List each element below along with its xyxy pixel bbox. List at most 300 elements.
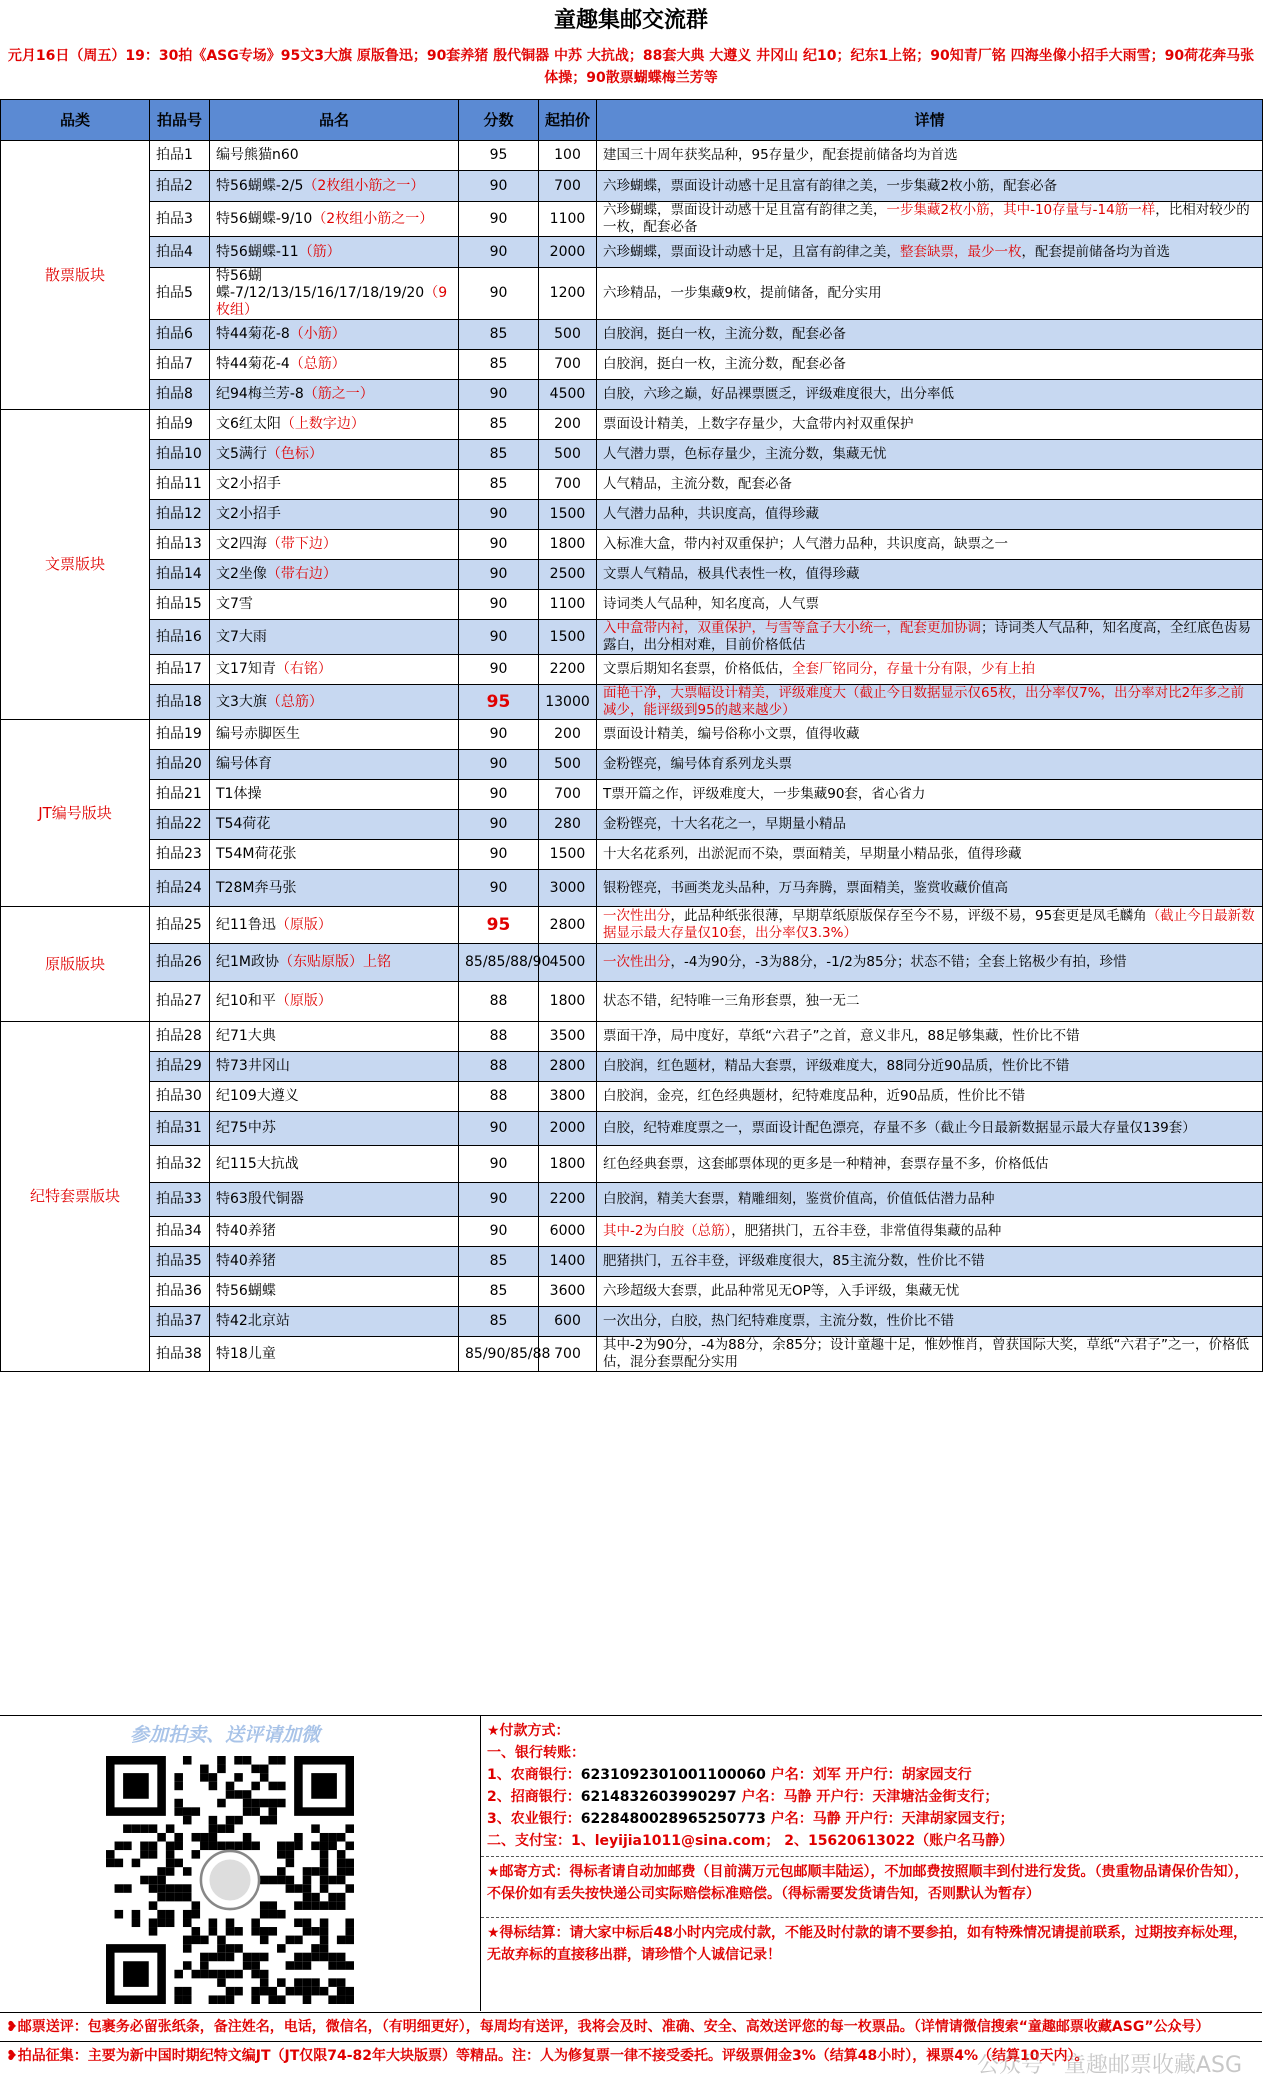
lot-name [210,500,459,530]
lot-price: 1200 [539,268,597,320]
lot-detail [597,1082,1263,1112]
detail-text: 肥猪拱门，五谷丰登，评级难度很大，85主流分数，性价比不错 [603,1253,985,1269]
lot-name-note: （原版） [275,993,332,1009]
table-row[interactable] [1,620,1263,655]
lot-name-text: T54荷花 [216,816,271,832]
detail-highlight: 一次性出分 [603,908,671,924]
alipay: 二、支付宝：1、leyijia1011@sina.com； 2、15620613022（账户名马静） [487,1833,1014,1849]
lot-name [210,1217,459,1247]
lot-number: 拍品1 [150,141,210,171]
lot-name-text: T54M荷花张 [216,846,297,862]
lot-score: 90 [459,1146,539,1183]
lot-name-text: 文17知青 [216,661,276,677]
lot-number: 拍品19 [150,720,210,750]
lot-number: 拍品6 [150,320,210,350]
lot-number: 拍品30 [150,1082,210,1112]
detail-text-after: ，比相对较少的一枚，配套必备 [603,202,1250,235]
lot-name [210,944,459,982]
lot-price: 4500 [539,944,597,982]
lot-detail [597,350,1263,380]
lot-score: 88 [459,1082,539,1112]
lot-detail [597,237,1263,268]
lot-name-note: （上数字边） [280,416,365,432]
lot-name [210,1112,459,1146]
table-row[interactable] [1,440,1263,470]
lot-number: 拍品29 [150,1052,210,1082]
lot-detail [597,470,1263,500]
lot-name [210,982,459,1022]
lot-score: 85/85/88/90 [459,944,539,982]
lot-number: 拍品38 [150,1337,210,1372]
lot-score: 90 [459,268,539,320]
lot-score: 90 [459,560,539,590]
detail-text: 票面设计精美，编号俗称小文票，值得收藏 [603,726,860,742]
lot-name-note: （筋之一） [303,386,374,402]
lot-name-note: （筋） [298,243,341,260]
lot-price: 2800 [539,907,597,944]
lot-name [210,470,459,500]
table-row[interactable] [1,810,1263,840]
lot-score: 90 [459,237,539,268]
lot-name [210,750,459,780]
table-row[interactable] [1,1082,1263,1112]
lot-detail [597,268,1263,320]
lot-detail [597,410,1263,440]
lot-name [210,320,459,350]
lot-detail [597,320,1263,350]
lot-name [210,685,459,720]
detail-text: 白胶润，精美大套票，精雕细刻，鉴赏价值高，价值低估潜力品种 [603,1191,995,1207]
lot-score: 90 [459,590,539,620]
detail-text-after: ，-4为90分，-3为88分，-1/2为85分；状态不错；全套上铭极少有拍，珍惜 [670,954,1127,970]
detail-highlight: 一次性出分 [603,954,671,970]
header-cell: 品名 [210,100,459,141]
lot-number: 拍品9 [150,410,210,440]
lot-name-text: 特73井冈山 [216,1058,290,1074]
detail-highlight: 全套厂铭同分，存量十分有限，少有上拍 [792,661,1035,677]
lot-score: 90 [459,380,539,410]
lot-name-text: 编号体育 [216,756,272,772]
lot-name-text: 文7大雨 [216,628,267,645]
detail-text: 文票后期知名套票，价格低估， [603,661,792,677]
lot-detail [597,500,1263,530]
payment-heading: ★付款方式： [487,1723,570,1739]
bank-2: 2、招商银行：6214832603990297 户名：马静 开户行：天津塘沽金街支行； [487,1789,999,1805]
table-row[interactable] [1,1337,1263,1372]
lot-score: 90 [459,810,539,840]
table-row[interactable] [1,470,1263,500]
lot-price: 1800 [539,1146,597,1183]
table-row[interactable] [1,1217,1263,1247]
lot-price: 700 [539,780,597,810]
lot-price: 1800 [539,530,597,560]
table-row[interactable] [1,380,1263,410]
detail-text: 金粉铿亮，编号体育系列龙头票 [603,756,792,772]
table-row[interactable] [1,1146,1263,1183]
lot-name-text: 文2小招手 [216,506,281,522]
table-row[interactable] [1,530,1263,560]
lot-score: 85 [459,410,539,440]
lot-number: 拍品27 [150,982,210,1022]
lot-price: 500 [539,440,597,470]
lot-number: 拍品17 [150,655,210,685]
lot-name-text: 编号熊猫n60 [216,147,299,163]
qr-section [0,1716,480,2011]
lot-price: 200 [539,410,597,440]
lot-name-text: 特56蝴蝶-2/5 [216,177,304,194]
lot-name-text: 纪109大遵义 [216,1088,299,1104]
lot-score: 90 [459,840,539,870]
lot-number: 拍品14 [150,560,210,590]
lot-name-text: 文6红太阳 [216,416,281,432]
lot-name-text: 文7雪 [216,596,253,612]
detail-text: 诗词类人气品种，知名度高，人气票 [603,596,819,612]
lot-name-note: （2枚组小筋之一） [312,210,434,227]
lot-name-text: 纪115大抗战 [216,1155,299,1172]
lot-name-text: 纪75中苏 [216,1120,276,1136]
lot-name [210,1146,459,1183]
lot-name [210,720,459,750]
lot-score: 85 [459,1277,539,1307]
detail-text: 十大名花系列，出淤泥而不染，票面精美，早期量小精品张，值得珍藏 [603,846,1022,862]
lot-name [210,1337,459,1372]
lot-name [210,780,459,810]
detail-text: 银粉铿亮，书画类龙头品种，万马奔腾，票面精美，鉴赏收藏价值高 [603,879,1008,896]
lot-score: 90 [459,720,539,750]
lot-score: 85 [459,350,539,380]
lot-name-text: T28M奔马张 [216,879,297,896]
table-row[interactable] [1,780,1263,810]
table-row[interactable] [1,1112,1263,1146]
table-row[interactable] [1,907,1263,944]
lot-name [210,350,459,380]
detail-text: 人气潜力品种，共识度高，值得珍藏 [603,506,819,522]
lot-price: 1100 [539,202,597,237]
collect-note: ❥拍品征集：主要为新中国时期纪特文编JT（JT仅限74-82年大块版票）等精品。注：人为修复票一律不接受委托。评级票佣金3%（结算48小时），裸票4%（结算10天内）。 [0,2041,1262,2070]
payment-panel [480,1716,1263,2011]
lot-score: 90 [459,780,539,810]
table-row[interactable] [1,237,1263,268]
lot-price: 2800 [539,1052,597,1082]
header-cell: 品类 [1,100,150,141]
table-row[interactable] [1,320,1263,350]
lot-name [210,410,459,440]
lot-number: 拍品22 [150,810,210,840]
detail-text: 白胶，六珍之巅，好品裸票匮乏，评级难度很大，出分率低 [603,386,954,402]
detail-text: 金粉铿亮，十大名花之一，早期量小精品 [603,816,846,832]
lot-number: 拍品32 [150,1146,210,1183]
lot-detail [597,944,1263,982]
lot-name-note: （带右边） [266,566,337,582]
detail-text: 六珍蝴蝶，票面设计动感十足且富有韵律之美， [603,202,887,218]
lot-name [210,1052,459,1082]
lot-score: 85/90/85/88 [459,1337,539,1372]
detail-text-after: ；诗词类人气品种，知名度高，全红底色齿易露白，出分相对难，目前价格低估 [603,620,1251,653]
lot-name [210,268,459,320]
table-row[interactable] [1,1183,1263,1217]
detail-highlight: 其中-2为白胶（总筋） [603,1223,732,1239]
lot-name [210,840,459,870]
detail-highlight-2: （截止今日最新数据显示最大存量仅10套，出分率仅3.3%） [603,908,1255,941]
lot-name-text: 纪11鲁迅 [216,916,276,933]
lot-detail [597,1112,1263,1146]
table-row[interactable] [1,944,1263,982]
section-label: 散票版块 [1,141,150,410]
lot-detail [597,202,1263,237]
lot-name [210,1277,459,1307]
detail-text-after: ，肥猪拱门，五谷丰登，非常值得集藏的品种 [731,1223,1002,1239]
lot-price: 280 [539,810,597,840]
lot-name [210,1082,459,1112]
lot-detail [597,982,1263,1022]
lot-name [210,620,459,655]
header-cell: 分数 [459,100,539,141]
table-row[interactable] [1,685,1263,720]
lot-number: 拍品28 [150,1022,210,1052]
lot-detail [597,1022,1263,1052]
lot-price: 500 [539,750,597,780]
detail-highlight: 一步集藏2枚小筋，其中-10存量与-14筋一样 [886,202,1156,218]
lot-number: 拍品8 [150,380,210,410]
detail-text: 白胶润，金亮，红色经典题材，纪特难度品种，近90品质，性价比不错 [603,1088,1026,1104]
lot-price: 700 [539,470,597,500]
auction-subtitle: 元月16日（周五）19：30拍《ASG专场》95文3大旗 原版鲁迅；90套养猪 殷代铜器 中苏 大抗战；88套大典 大遵义 井冈山 纪10；纪东1上铭；90知青厂铭 四海坐像小招手大雨雪；90荷花奔马张 体操；90散票蝴蝶梅兰芳等 [7,48,1255,86]
detail-text: 白胶，纪特难度票之一，票面设计配色漂亮，存量不多（截止今日最新数据显示最大存量仅139套） [603,1120,1196,1136]
detail-text: 白胶润，挺白一枚，主流分数，配套必备 [603,356,846,372]
table-row[interactable] [1,750,1263,780]
lot-number: 拍品4 [150,237,210,268]
header-cell: 拍品号 [150,100,210,141]
detail-highlight: 面艳干净，大票幅设计精美，评级难度大（截止今日数据显示仅65枚，出分率仅7%，出分率对比2年多之前减少，能评级到95的越来越少） [603,685,1245,718]
lot-score: 85 [459,1307,539,1337]
section-label: 文票版块 [1,410,150,720]
table-row[interactable] [1,350,1263,380]
lot-name-note2: 上铭 [363,954,391,970]
lot-detail [597,440,1263,470]
lot-name-text: 纪71大典 [216,1028,276,1044]
lot-score: 85 [459,1247,539,1277]
table-row[interactable] [1,1052,1263,1082]
lot-score: 90 [459,1112,539,1146]
lot-number: 拍品2 [150,171,210,202]
lot-name [210,1247,459,1277]
lot-number: 拍品3 [150,202,210,237]
table-row[interactable] [1,655,1263,685]
lot-name-note: （总筋） [266,693,323,710]
table-row[interactable] [1,1277,1263,1307]
section-label: 纪特套票版块 [1,1022,150,1372]
lot-detail [597,560,1263,590]
lot-name-text: 纪10和平 [216,993,276,1009]
lot-price: 1100 [539,590,597,620]
lot-score: 90 [459,1217,539,1247]
lot-score: 90 [459,500,539,530]
lot-name [210,810,459,840]
lot-name-text: 特56蝴蝶-9/10 [216,210,313,227]
table-row[interactable] [1,1307,1263,1337]
lot-score: 88 [459,982,539,1022]
table-row[interactable] [1,870,1263,907]
lot-price: 3500 [539,1022,597,1052]
table-row[interactable] [1,500,1263,530]
lot-number: 拍品34 [150,1217,210,1247]
lot-number: 拍品16 [150,620,210,655]
lot-price: 500 [539,320,597,350]
table-header [1,100,1263,141]
lot-score: 85 [459,320,539,350]
lot-name-text: 特18儿童 [216,1345,276,1362]
lot-score: 90 [459,202,539,237]
lot-detail [597,1337,1263,1372]
detail-text: 人气潜力票，色标存量少，主流分数，集藏无忧 [603,446,887,462]
lot-name-text: 特44菊花-4 [216,356,290,372]
lot-score: 90 [459,655,539,685]
lot-name-note: （色标） [266,446,323,462]
table-row[interactable] [1,410,1263,440]
lot-name-text: 文2坐像 [216,566,267,582]
lot-name [210,560,459,590]
lot-name [210,202,459,237]
table-row[interactable] [1,720,1263,750]
settle-info: ★得标结算：请大家中标后48小时内完成付款，不能及时付款的请不要参拍，如有特殊情况请提前联系，过期按弃标处理，无故弃标的直接移出群，请珍惜个人诚信记录！ [481,1917,1263,1970]
detail-text: 六珍超级大套票，此品种常见无OP等，入手评级，集藏无忧 [603,1283,960,1299]
lot-name-text: 特40养猪 [216,1223,276,1239]
lot-name-note: （小筋） [289,326,346,342]
lot-number: 拍品12 [150,500,210,530]
lot-detail [597,141,1263,171]
table-row[interactable] [1,141,1263,171]
lot-detail [597,1217,1263,1247]
detail-text: 六珍蝴蝶，票面设计动感十足，且富有韵律之美， [603,243,900,260]
lot-number: 拍品5 [150,268,210,320]
detail-text: 白胶润，挺白一枚，主流分数，配套必备 [603,326,846,342]
detail-text: 票面设计精美，上数字存量少，大盒带内衬双重保护 [603,416,914,432]
lot-price: 200 [539,720,597,750]
lot-detail [597,590,1263,620]
detail-text-after: ，配套提前储备均为首选 [1021,243,1170,260]
lot-detail [597,870,1263,907]
lot-detail [597,1277,1263,1307]
table-row[interactable] [1,1247,1263,1277]
detail-text-after: ，此品种纸张很薄，早期草纸原版保存至今不易，评级不易，95套更是凤毛麟角 [670,908,1147,924]
lot-detail [597,655,1263,685]
lot-price: 1500 [539,840,597,870]
lot-name-text: 特40养猪 [216,1253,276,1269]
lot-detail [597,1183,1263,1217]
lot-name-text: 编号赤脚医生 [216,726,300,742]
lot-name [210,1307,459,1337]
lot-detail [597,380,1263,410]
lot-number: 拍品13 [150,530,210,560]
lot-name-text: T1体操 [216,786,262,802]
lot-name-text: 特42北京站 [216,1313,290,1329]
lot-name-text: 文5满行 [216,446,267,462]
lot-score: 88 [459,1022,539,1052]
lot-number: 拍品35 [150,1247,210,1277]
lot-number: 拍品21 [150,780,210,810]
lot-number: 拍品11 [150,470,210,500]
detail-text: 建国三十周年获奖品种，95存量少，配套提前储备均为首选 [603,147,958,163]
lot-price: 600 [539,1307,597,1337]
lot-detail [597,780,1263,810]
send-review-note: ❥邮票送评：包裹务必留张纸条，备注姓名，电话，微信名，（有明细更好），每周均有送评，我将会及时、准确、安全、高效送评您的每一枚票品。（详情请微信搜索“童趣邮票收藏ASG”公众号） [0,2012,1262,2041]
qr-code-icon[interactable] [106,1756,354,2004]
detail-text: 其中-2为90分，-4为88分，余85分；设计童趣十足，惟妙惟肖，曾获国际大奖，草纸“六君子”之一，价格低估，混分套票配分实用 [603,1337,1249,1370]
lot-name [210,141,459,171]
lot-name [210,1183,459,1217]
detail-highlight: 入中盒带内衬，双重保护，与雪等盒子大小统一，配套更加协调 [603,620,981,636]
lot-price: 700 [539,1337,597,1372]
table-row[interactable] [1,590,1263,620]
detail-text: 六珍精品，一步集藏9枚，提前储备，配分实用 [603,285,882,301]
lot-name-note: （东贴原版） [279,954,363,970]
lot-detail [597,1247,1263,1277]
lot-detail [597,810,1263,840]
lot-name-note: （9枚组） [216,285,448,318]
lot-number: 拍品33 [150,1183,210,1217]
lot-detail [597,530,1263,560]
lot-price: 100 [539,141,597,171]
lot-score: 95 [459,685,539,720]
lot-name [210,530,459,560]
lot-score: 95 [459,907,539,944]
bank-3: 3、农业银行：6228480028965250773 户名：马静 开户行：天津胡家园支行； [487,1811,1014,1827]
detail-text: T票开篇之作，评级难度大，一步集藏90套，省心省力 [603,786,926,802]
lot-name [210,907,459,944]
lot-name-text: 纪94梅兰芳-8 [216,386,304,402]
lot-name [210,237,459,268]
page-title: 童趣集邮交流群 [553,7,708,33]
lot-number: 拍品31 [150,1112,210,1146]
lot-name [210,440,459,470]
bank-1: 1、农商银行：6231092301001100060 户名：刘军 开户行：胡家园支行 [487,1767,972,1783]
lot-price: 3600 [539,1277,597,1307]
qr-label: 参加拍卖、送评请加微 [130,1724,321,1746]
bank-heading: 一、银行转账： [487,1745,585,1761]
lot-score: 90 [459,530,539,560]
lot-score: 88 [459,1052,539,1082]
lot-name [210,171,459,202]
lot-price: 2000 [539,237,597,268]
table-row[interactable] [1,171,1263,202]
table-row[interactable] [1,202,1263,237]
detail-text: 状态不错，纪特唯一三角形套票，独一无二 [603,993,860,1009]
lot-detail [597,171,1263,202]
lot-name-text: 特63殷代铜器 [216,1191,304,1207]
lot-score: 95 [459,141,539,171]
lot-score: 90 [459,1183,539,1217]
lot-price: 4500 [539,380,597,410]
lot-score: 90 [459,620,539,655]
table-row[interactable] [1,1022,1263,1052]
table-row[interactable] [1,268,1263,320]
lot-price: 1500 [539,620,597,655]
detail-text: 红色经典套票，这套邮票体现的更多是一种精神，套票存量不多，价格低估 [603,1155,1049,1172]
lot-number: 拍品7 [150,350,210,380]
table-row[interactable] [1,560,1263,590]
mail-info: ★邮寄方式：得标者请自动加邮费（目前满万元包邮顺丰陆运），不加邮费按照顺丰到付进行发货。（贵重物品请保价告知），不保价如有丢失按快递公司实际赔偿标准赔偿。（得标需要发货请告知，否则默认为暂存） [481,1856,1263,1909]
lot-name-text: 纪1M政协 [216,954,279,970]
lot-number: 拍品10 [150,440,210,470]
watermark: 公众号 · 童趣邮票收藏ASG [976,2053,1242,2078]
lot-number: 拍品25 [150,907,210,944]
table-row[interactable] [1,982,1263,1022]
lot-detail [597,1052,1263,1082]
table-row[interactable] [1,840,1263,870]
lot-detail [597,1146,1263,1183]
lot-number: 拍品36 [150,1277,210,1307]
lot-number: 拍品37 [150,1307,210,1337]
